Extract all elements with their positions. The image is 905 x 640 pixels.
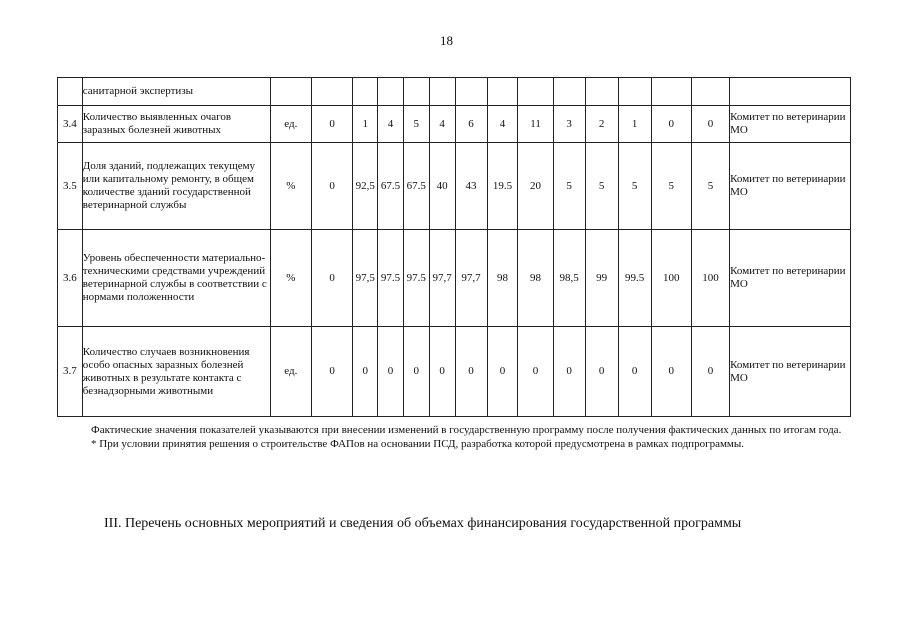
table-row [58,230,851,327]
value-cell: 0 [518,327,553,417]
value-cell: 1 [353,106,378,143]
indicators-table [57,77,851,417]
row-number: 3.6 [58,230,83,327]
value-cell: 3 [553,106,585,143]
value-cell: 0 [651,106,691,143]
value-cell: 99 [585,230,618,327]
value-cell: 6 [455,106,487,143]
row-number: 3.5 [58,143,83,230]
unit: % [270,230,311,327]
table-row [58,106,851,143]
value-cell: 0 [618,327,651,417]
value-cell: 0 [455,327,487,417]
executor: Комитет по ветеринарии МО [730,143,851,230]
value-cell: 0 [651,327,691,417]
base-value: 0 [312,106,353,143]
value-cell: 40 [429,143,455,230]
indicator-name: Количество случаев возникновения особо опасных заразных болезней животных в результате контакта с безнадзорными животными [82,327,270,417]
indicator-name: Количество выявленных очагов заразных болезней животных [82,106,270,143]
value-cell: 0 [429,327,455,417]
value-cell: 0 [585,327,618,417]
value-cell: 98 [487,230,518,327]
value-cell: 5 [585,143,618,230]
indicator-name: Доля зданий, подлежащих текущему или капитальному ремонту, в общем количестве зданий государственной ветеринарной службы [82,143,270,230]
page-number: 18 [440,33,453,48]
base-value: 0 [312,230,353,327]
indicator-name: Уровень обеспеченности материально-техническими средствами учреждений ветеринарной службы в соответствии с нормами положенности [82,230,270,327]
value-cell: 67.5 [403,143,429,230]
value-cell: 100 [651,230,691,327]
continuation-text: санитарной экспертизы [82,78,270,106]
note-actual-values: Фактические значения показателей указываются при внесении изменений в государственную программу после получения фактических данных по итогам года. [91,424,842,436]
value-cell: 0 [553,327,585,417]
base-value: 0 [312,327,353,417]
base-value: 0 [312,143,353,230]
unit: ед. [270,327,311,417]
executor: Комитет по ветеринарии МО [730,327,851,417]
value-cell: 0 [691,327,729,417]
value-cell: 5 [403,106,429,143]
executor: Комитет по ветеринарии МО [730,230,851,327]
row-number: 3.7 [58,327,83,417]
value-cell: 98,5 [553,230,585,327]
value-cell: 5 [651,143,691,230]
table-notes [57,423,847,451]
value-cell: 97.5 [378,230,404,327]
unit: % [270,143,311,230]
executor: Комитет по ветеринарии МО [730,106,851,143]
value-cell: 4 [487,106,518,143]
value-cell: 0 [691,106,729,143]
value-cell: 97.5 [403,230,429,327]
value-cell: 43 [455,143,487,230]
unit: ед. [270,106,311,143]
value-cell: 99.5 [618,230,651,327]
table-row [58,327,851,417]
note-fap-condition: * При условии принятия решения о строительстве ФАПов на основании ПСД, разработка которой предусмотрена в рамках подпрограммы. [91,438,745,450]
value-cell: 19.5 [487,143,518,230]
value-cell: 97,5 [353,230,378,327]
value-cell: 5 [553,143,585,230]
row-number: 3.4 [58,106,83,143]
value-cell: 0 [403,327,429,417]
value-cell: 5 [618,143,651,230]
table-row [58,143,851,230]
value-cell: 20 [518,143,553,230]
value-cell: 5 [691,143,729,230]
value-cell: 1 [618,106,651,143]
value-cell: 98 [518,230,553,327]
value-cell: 4 [378,106,404,143]
value-cell: 97,7 [455,230,487,327]
value-cell: 67.5 [378,143,404,230]
value-cell: 100 [691,230,729,327]
value-cell: 0 [378,327,404,417]
value-cell: 2 [585,106,618,143]
value-cell: 92,5 [353,143,378,230]
value-cell: 97,7 [429,230,455,327]
value-cell: 0 [353,327,378,417]
value-cell: 4 [429,106,455,143]
value-cell: 0 [487,327,518,417]
table-row [58,78,851,106]
section-title: III. Перечень основных мероприятий и сведения об объемах финансирования государственной программы [104,516,742,531]
value-cell: 11 [518,106,553,143]
